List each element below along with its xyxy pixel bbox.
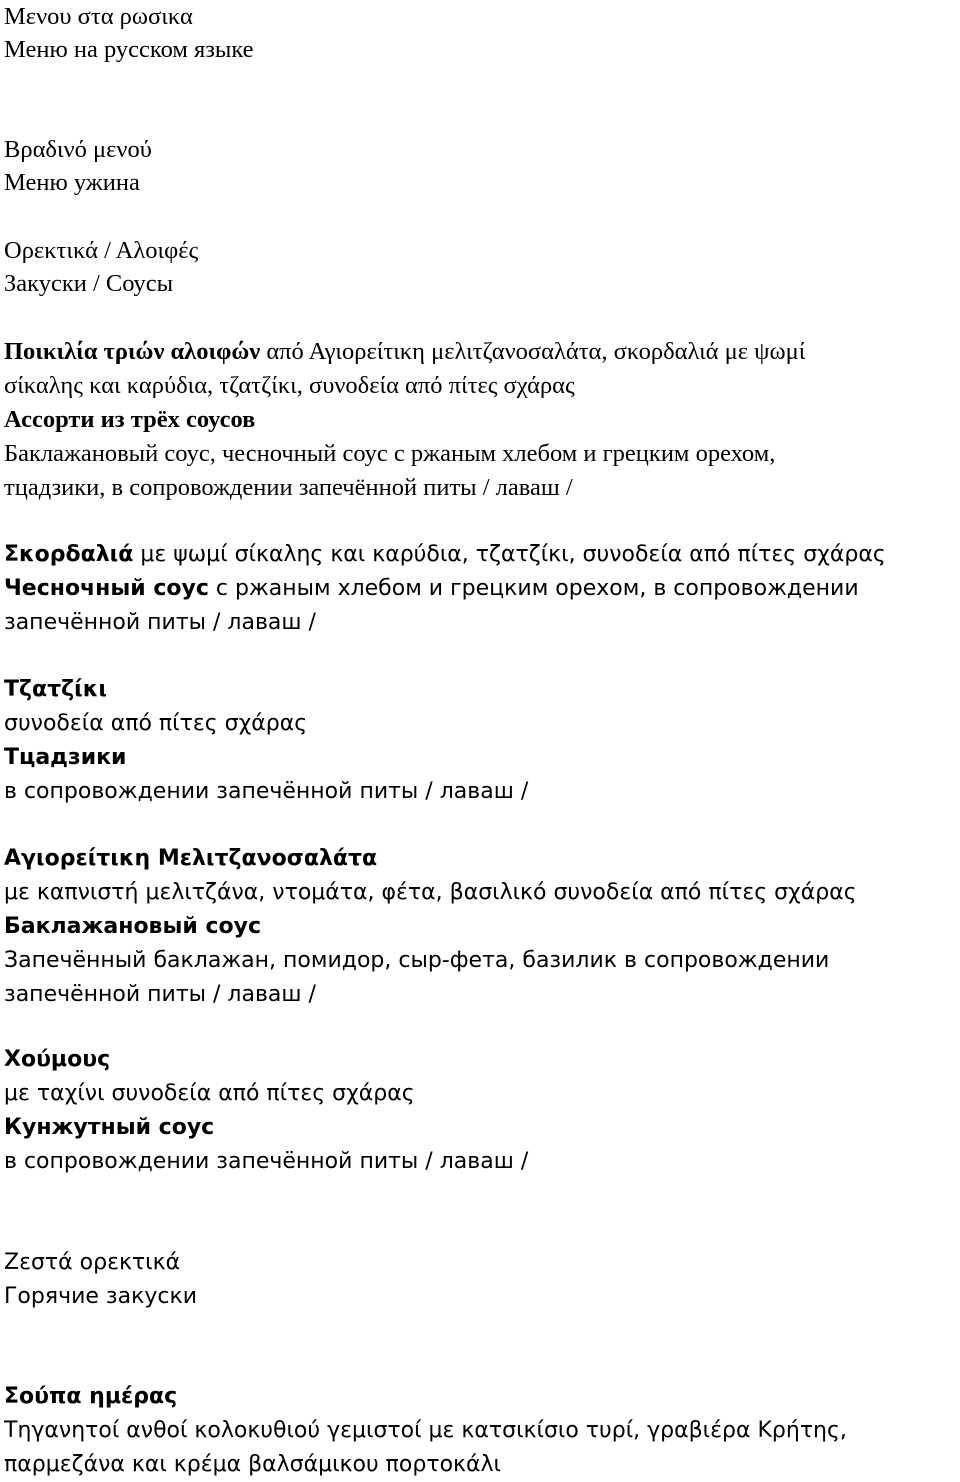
hummus-russian-name-text: Кунжутный соус bbox=[4, 1115, 215, 1140]
soup-greek-desc-1: Τηγανητοί ανθοί κολοκυθιού γεμιστοί με κατσικίσιο τυρί, γραβιέρα Κρήτης, bbox=[4, 1418, 847, 1443]
skordalia-russian-name: Чесночный соус bbox=[4, 576, 209, 601]
tzatziki-greek-desc: συνοδεία από πίτες σχάρας bbox=[4, 711, 308, 736]
hot-appetizers-heading-greek: Ζεστά ορεκτικά bbox=[4, 1250, 181, 1275]
hummus-greek-desc: με ταχίνι συνοδεία από πίτες σχάρας bbox=[4, 1081, 415, 1106]
hot-appetizers-heading-russian: Горячие закуски bbox=[4, 1284, 198, 1309]
eggplant-greek-name bbox=[4, 842, 377, 876]
tzatziki-russian-name bbox=[4, 741, 126, 775]
platter-russian-name-text: Ассорти из трёх соусов bbox=[4, 406, 256, 433]
skordalia-russian-desc-2: запечённой питы / лаваш / bbox=[4, 610, 316, 635]
skordalia-greek-name: Σκορδαλιά bbox=[4, 542, 134, 567]
skordalia-greek-desc: με ψωμί σίκαλης και καρύδια, τζατζίκι, συνοδεία από πίτες σχάρας bbox=[133, 542, 886, 567]
hummus-greek-name bbox=[4, 1043, 110, 1077]
soup-greek-desc-2: παρμεζάνα και κρέμα βαλσάμικου πορτοκάλι bbox=[4, 1452, 501, 1477]
soup-greek-name-text: Σούπα ημέρας bbox=[4, 1384, 178, 1409]
menu-title-greek: Μενου στα ρωσικα bbox=[4, 3, 193, 30]
menu-title-russian: Меню на русском языке bbox=[4, 36, 254, 63]
hummus-greek-name-text: Χούμους bbox=[4, 1047, 111, 1072]
eggplant-greek-desc: με καπνιστή μελιτζάνα, ντομάτα, φέτα, βασιλικό συνοδεία από πίτες σχάρας bbox=[4, 880, 857, 905]
tzatziki-greek-name-text: Τζατζίκι bbox=[4, 677, 107, 702]
soup-greek-name bbox=[4, 1380, 177, 1414]
appetizers-heading-greek: Ορεκτικά / Αλοιφές bbox=[4, 237, 199, 264]
tzatziki-russian-desc: в сопровождении запечённой питы / лаваш / bbox=[4, 779, 529, 804]
platter-greek-line-1 bbox=[4, 335, 805, 369]
eggplant-russian-desc-2: запечённой питы / лаваш / bbox=[4, 982, 316, 1007]
dinner-heading-russian: Меню ужина bbox=[4, 169, 140, 196]
eggplant-greek-name-text: Αγιορείτικη Μελιτζανοσαλάτα bbox=[4, 846, 378, 871]
tzatziki-greek-name bbox=[4, 673, 107, 707]
eggplant-russian-name bbox=[4, 910, 261, 944]
platter-greek-desc-2: σίκαλης και καρύδια, τζατζίκι, συνοδεία από πίτες σχάρας bbox=[4, 372, 575, 399]
platter-russian-name bbox=[4, 403, 255, 437]
skordalia-russian-line bbox=[4, 572, 859, 606]
platter-russian-desc-2: тцадзики, в сопровождении запечённой питы / лаваш / bbox=[4, 474, 573, 501]
skordalia-greek-line bbox=[4, 538, 886, 572]
platter-greek-desc-1: από Αγιορείτικη μελιτζανοσαλάτα, σκορδαλιά με ψωμί bbox=[260, 338, 806, 365]
dinner-heading-greek: Βραδινό μενού bbox=[4, 136, 152, 163]
tzatziki-russian-name-text: Тцадзики bbox=[4, 745, 127, 770]
hummus-russian-name bbox=[4, 1111, 214, 1145]
skordalia-russian-desc-1: с ржаным хлебом и грецким орехом, в сопровождении bbox=[208, 576, 859, 601]
platter-russian-desc-1: Баклажановый соус, чесночный соус с ржаным хлебом и грецким орехом, bbox=[4, 440, 776, 467]
hummus-russian-desc: в сопровождении запечённой питы / лаваш / bbox=[4, 1149, 529, 1174]
eggplant-russian-desc-1: Запечённый баклажан, помидор, сыр-фета, базилик в сопровождении bbox=[4, 948, 830, 973]
appetizers-heading-russian: Закуски / Соусы bbox=[4, 270, 174, 297]
eggplant-russian-name-text: Баклажановый соус bbox=[4, 914, 261, 939]
platter-greek-name: Ποικιλία τριών αλοιφών bbox=[4, 338, 261, 365]
